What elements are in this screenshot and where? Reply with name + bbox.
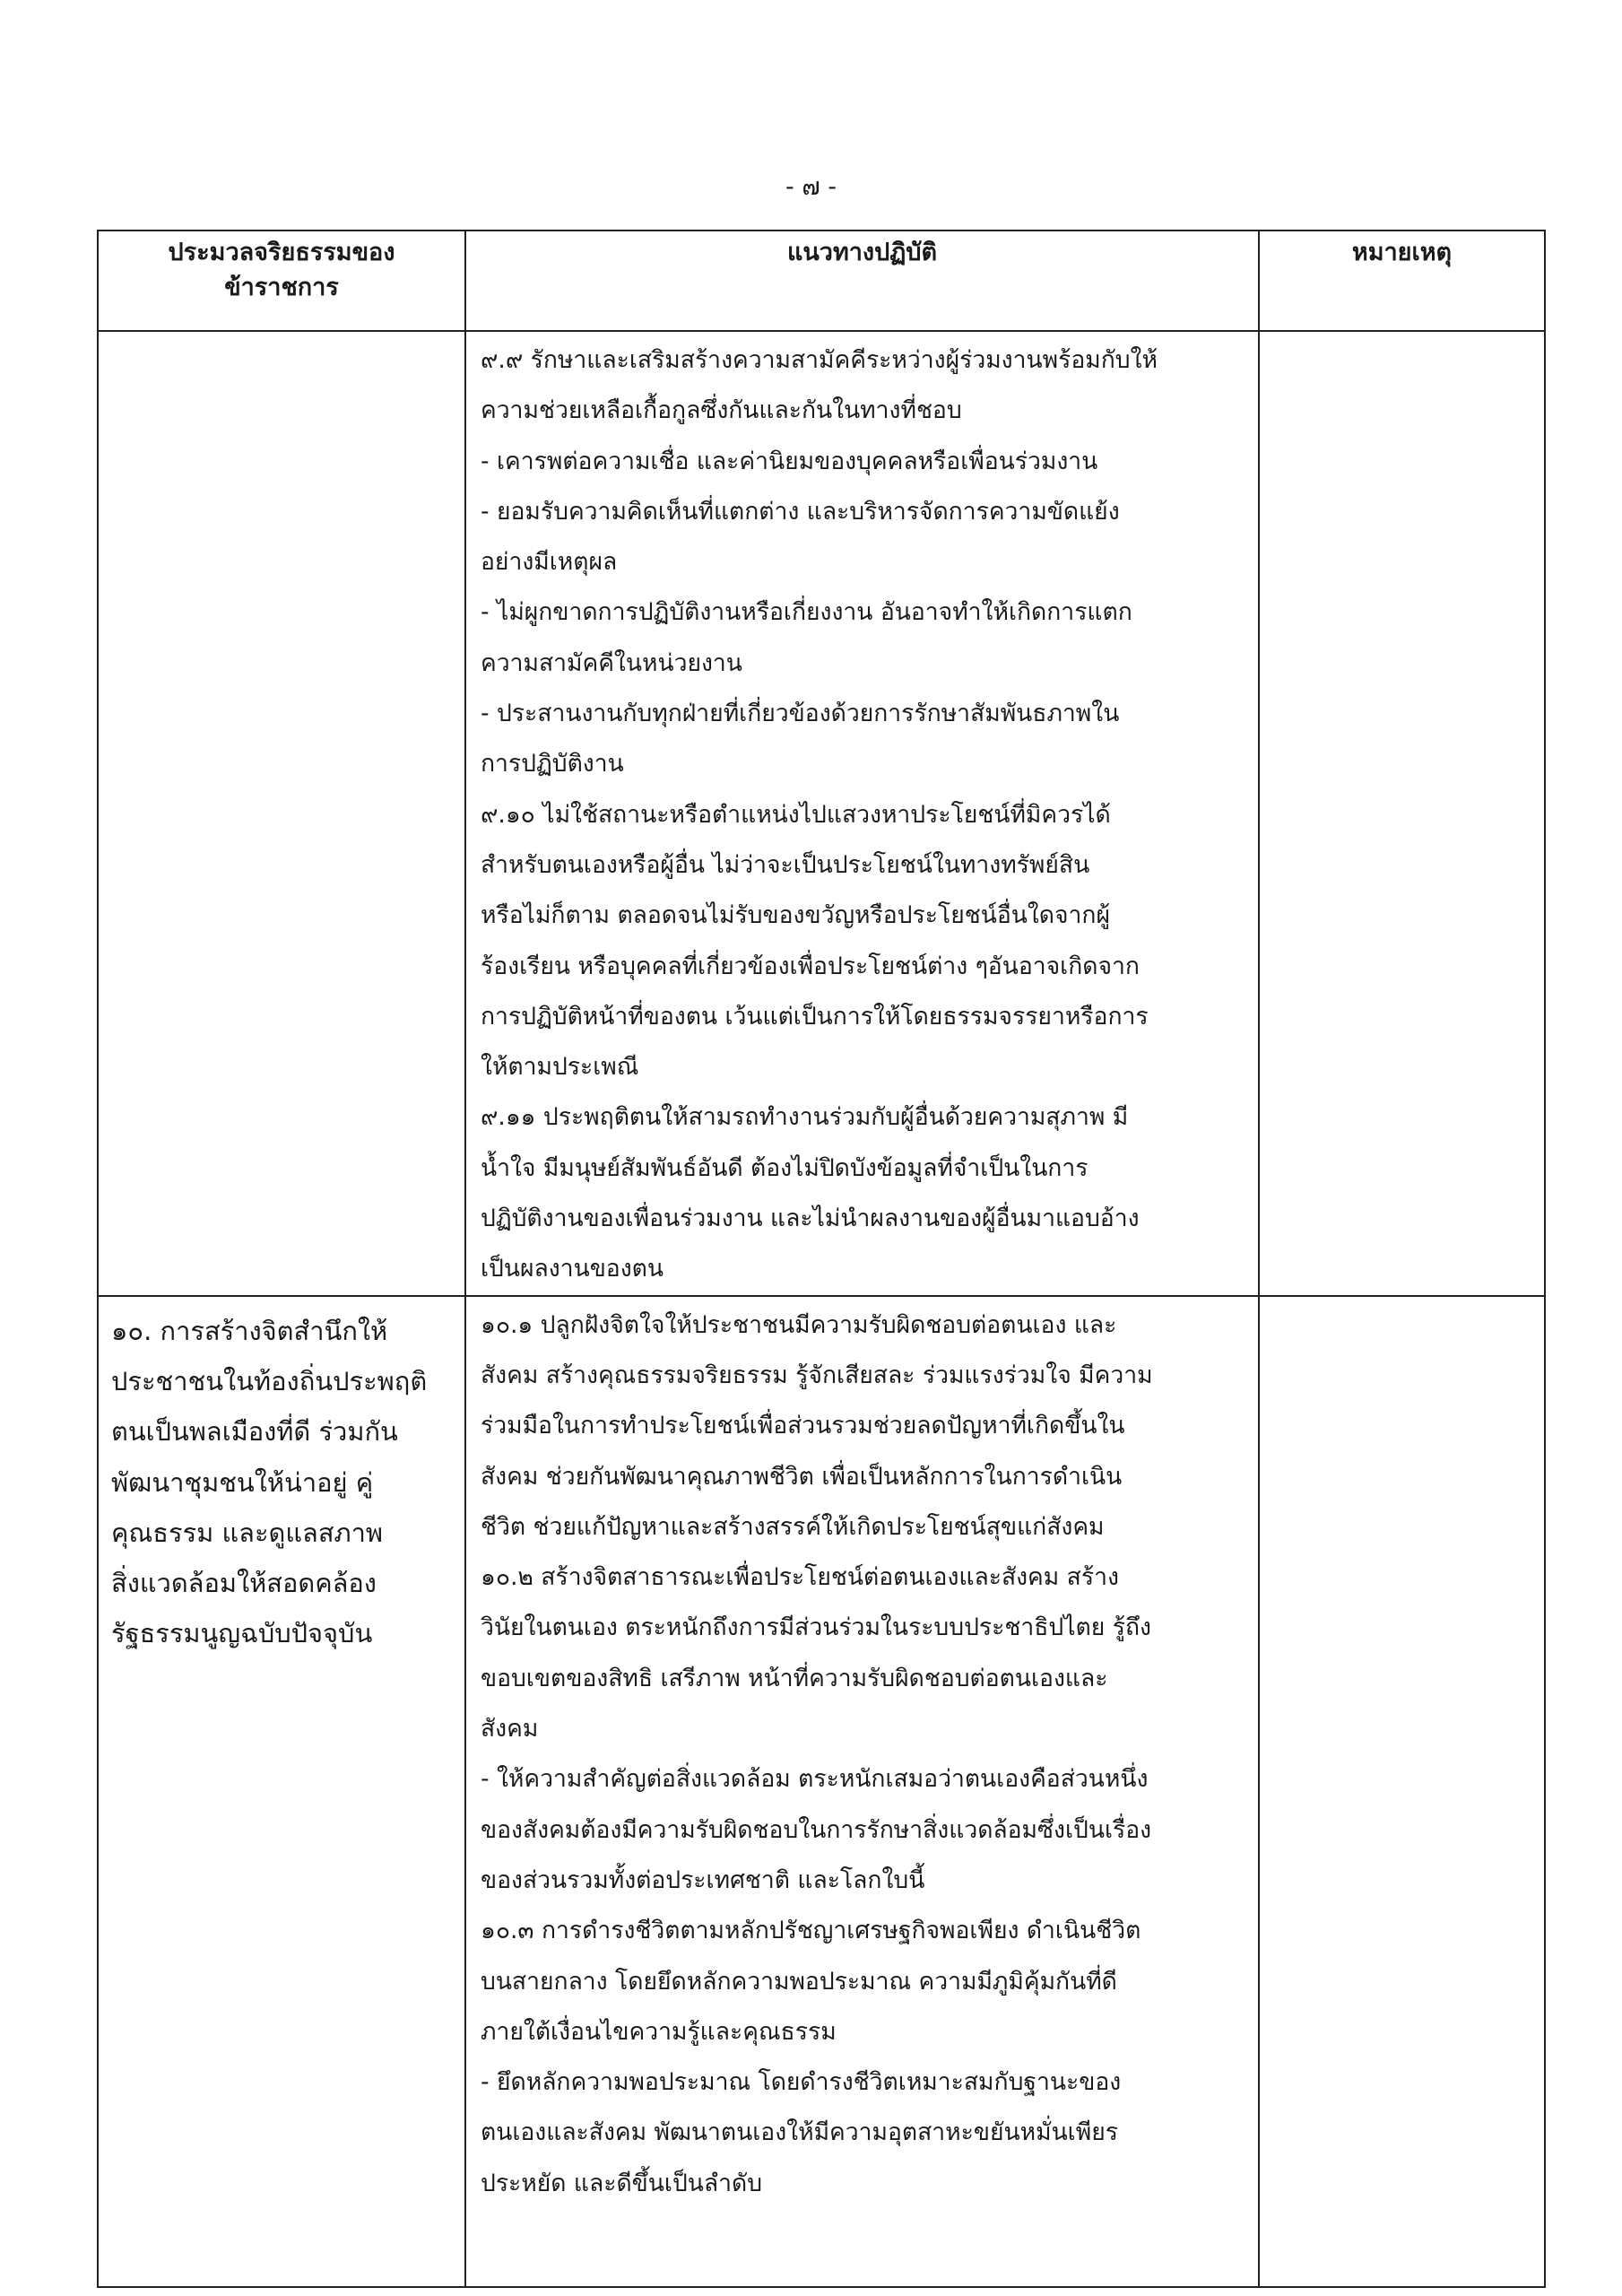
principle-cell xyxy=(98,331,465,1296)
guideline-cell xyxy=(465,331,1259,1296)
principle-line: รัฐธรรมนูญฉบับปัจจุบัน xyxy=(111,1618,373,1649)
remark-cell xyxy=(1259,331,1545,1296)
guideline-line: ชีวิต ช่วยแก้ปัญหาและสร้างสรรค์ให้เกิดประโยชน์สุขแก่สังคม xyxy=(481,1512,1105,1541)
table-row xyxy=(98,1296,1545,2287)
table-row xyxy=(98,331,1545,1296)
guideline-line: ๑๐.๓ การดำรงชีวิตตามหลักปรัชญาเศรษฐกิจพอเพียง ดำเนินชีวิต xyxy=(481,1917,1141,1945)
guideline-line: น้ำใจ มีมนุษย์สัมพันธ์อันดี ต้องไม่ปิดบังข้อมูลที่จำเป็นในการ xyxy=(481,1153,1089,1182)
principle-line: ตนเป็นพลเมืองที่ดี ร่วมกัน xyxy=(111,1416,398,1448)
guideline-cell xyxy=(465,1296,1259,2287)
guideline-line: สังคม สร้างคุณธรรมจริยธรรม รู้จักเสียสละ ร่วมแรงร่วมใจ มีความ xyxy=(481,1361,1153,1389)
header-ethics-code-line2: ข้าราชการ xyxy=(224,274,339,302)
guideline-line: สังคม xyxy=(481,1715,539,1744)
guideline-line: ๑๐.๑ ปลูกฝังจิตใจให้ประชาชนมีความรับผิดชอบต่อตนเอง และ xyxy=(481,1310,1117,1339)
guideline-line: - เคารพต่อความเชื่อ และค่านิยมของบุคคลหรือเพื่อนร่วมงาน xyxy=(481,447,1098,475)
guideline-line: ตนเองและสังคม พัฒนาตนเองให้มีความอุตสาหะขยันหมั่นเพียร xyxy=(481,2118,1118,2147)
guideline-line: ของสังคมต้องมีความรับผิดชอบในการรักษาสิ่งแวดล้อมซึ่งเป็นเรื่อง xyxy=(481,1815,1152,1844)
guideline-line: ของส่วนรวมทั้งต่อประเทศชาติ และโลกใบนี้ xyxy=(481,1866,925,1894)
ethics-guideline-table xyxy=(97,230,1546,2288)
principle-line: ๑๐. การสร้างจิตสำนึกให้ xyxy=(111,1315,388,1346)
header-remarks: หมายเหตุ xyxy=(1259,230,1545,331)
guideline-line: การปฏิบัติหน้าที่ของตน เว้นแต่เป็นการให้โดยธรรมจรรยาหรือการ xyxy=(481,1002,1149,1031)
guideline-line: ปฏิบัติงานของเพื่อนร่วมงาน และไม่นำผลงานของผู้อื่นมาแอบอ้าง xyxy=(481,1205,1140,1233)
guideline-line: ประหยัด และดีขึ้นเป็นลำดับ xyxy=(481,2169,763,2197)
table-header-row xyxy=(98,230,1545,331)
guideline-line: ๙.๙ รักษาและเสริมสร้างความสามัคคีระหว่างผู้ร่วมงานพร้อมกับให้ xyxy=(481,346,1158,374)
guideline-line: วินัยในตนเอง ตระหนักถึงการมีส่วนร่วมในระบบประชาธิปไตย รู้ถึง xyxy=(481,1613,1151,1642)
guideline-line: ๙.๑๑ ประพฤติตนให้สามรถทำงานร่วมกับผู้อื่นด้วยความสุภาพ มี xyxy=(481,1103,1129,1132)
guideline-line: สำหรับตนเองหรือผู้อื่น ไม่ว่าจะเป็นประโยชน์ในทางทรัพย์สิน xyxy=(481,850,1090,879)
principle-line: พัฒนาชุมชนให้น่าอยู่ คู่ xyxy=(111,1466,374,1498)
guideline-line: - ยึดหลักความพอประมาณ โดยดำรงชีวิตเหมาะสมกับฐานะของ xyxy=(481,2068,1122,2097)
guideline-line: ความสามัคคีในหน่วยงาน xyxy=(481,648,742,677)
guideline-line: สังคม ช่วยกันพัฒนาคุณภาพชีวิต เพื่อเป็นหลักการในการดำเนิน xyxy=(481,1462,1123,1491)
guideline-line: การปฏิบัติงาน xyxy=(481,750,624,778)
guideline-line: ขอบเขตของสิทธิ เสรีภาพ หน้าที่ความรับผิดชอบต่อตนเองและ xyxy=(481,1664,1108,1692)
guideline-line: บนสายกลาง โดยยึดหลักความพอประมาณ ความมีภูมิคุ้มกันที่ดี xyxy=(481,1967,1117,1996)
guideline-line: เป็นผลงานของตน xyxy=(481,1255,664,1283)
guideline-line: ภายใต้เงื่อนไขความรู้และคุณธรรม xyxy=(481,2017,837,2046)
remark-cell xyxy=(1259,1296,1545,2287)
guideline-line: ร้องเรียน หรือบุคคลที่เกี่ยวข้องเพื่อประโยชน์ต่าง ๆอันอาจเกิดจาก xyxy=(481,952,1140,980)
principle-line: คุณธรรม และดูแลสภาพ xyxy=(111,1517,384,1548)
header-ethics-code xyxy=(98,230,465,331)
guideline-line: - ยอมรับความคิดเห็นที่แตกต่าง และบริหารจัดการความขัดแย้ง xyxy=(481,497,1120,526)
guideline-line: - ประสานงานกับทุกฝ่ายที่เกี่ยวข้องด้วยการรักษาสัมพันธภาพใน xyxy=(481,700,1120,728)
principle-line: ประชาชนในท้องถิ่นประพฤติ xyxy=(111,1365,428,1396)
guideline-line: ร่วมมือในการทำประโยชน์เพื่อส่วนรวมช่วยลดปัญหาที่เกิดขึ้นใน xyxy=(481,1412,1125,1440)
guideline-line: - ไม่ผูกขาดการปฏิบัติงานหรือเกี่ยงงาน อันอาจทำให้เกิดการแตก xyxy=(481,598,1132,627)
header-guidelines: แนวทางปฏิบัติ xyxy=(465,230,1259,331)
page-number: - ๗ - xyxy=(785,173,837,201)
guideline-line: ความช่วยเหลือเกื้อกูลซึ่งกันและกันในทางที่ชอบ xyxy=(481,396,962,425)
principle-cell xyxy=(98,1296,465,2287)
guideline-line: หรือไม่ก็ตาม ตลอดจนไม่รับของขวัญหรือประโยชน์อื่นใดจากผู้ xyxy=(481,901,1110,930)
principle-line: สิ่งแวดล้อมให้สอดคล้อง xyxy=(111,1568,377,1599)
guideline-line: ๑๐.๒ สร้างจิตสาธารณะเพื่อประโยชน์ต่อตนเองและสังคม สร้าง xyxy=(481,1563,1119,1592)
guideline-line: ๙.๑๐ ไม่ใช้สถานะหรือตำแหน่งไปแสวงหาประโยชน์ที่มิควรได้ xyxy=(481,800,1111,829)
guideline-line: อย่างมีเหตุผล xyxy=(481,548,618,577)
guideline-line: ให้ตามประเพณี xyxy=(481,1053,639,1082)
guideline-line: - ให้ความสำคัญต่อสิ่งแวดล้อม ตระหนักเสมอว่าตนเองคือส่วนหนึ่ง xyxy=(481,1765,1149,1794)
header-ethics-code-line1: ประมวลจริยธรรมของ xyxy=(168,239,395,266)
